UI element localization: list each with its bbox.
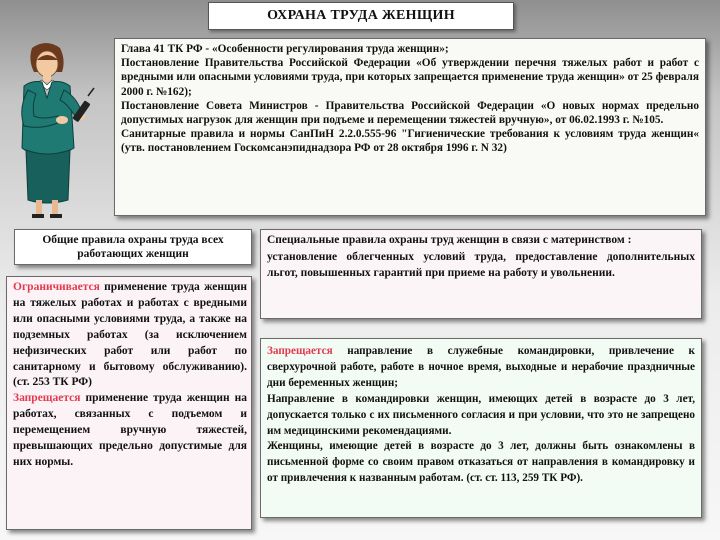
general-rule-paragraph — [13, 391, 247, 471]
prohibitions-box — [260, 338, 702, 518]
legal-basis-line: Постановление Правительства Российской Федерации «Об утверждении перечня тяжелых работ и работ с вредными или опасными условиями труда, при которых запрещается применение труда женщин» от 25 февраля 2000 г. №162); — [121, 57, 699, 98]
general-rule-paragraph — [13, 280, 247, 391]
legal-basis-line: Постановление Совета Министров - Правительства Российской Федерации «О новых нормах предельно допустимых нагрузок для женщин при подъеме и перемещении тяжестей вручную», от 06.02.1993 г. №105. — [121, 99, 699, 127]
accent-word: Запрещается — [267, 345, 333, 357]
prohibition-paragraph — [267, 344, 695, 392]
woman-with-phone-icon — [2, 38, 110, 220]
paragraph-text: направление в служебные командировки, привлечение к сверхурочной работе, работе в ночное время, выходные и нерабочие праздничные дни беременных женщин; — [267, 345, 695, 389]
general-rules-box — [6, 276, 252, 530]
legal-basis-line: Санитарные правила и нормы СанПиН 2.2.0.555-96 "Гигиенические требования к условиям труда женщин« (утв. постановлением Госкомсанэпиднадзора РФ от 28 октября 1996 г. N 32) — [121, 128, 699, 155]
page-title: ОХРАНА ТРУДА ЖЕНЩИН — [208, 2, 514, 30]
legal-basis-line: Глава 41 ТК РФ - «Особенности регулирования труда женщин»; — [121, 43, 449, 55]
maternity-rule-heading: Специальные правила охраны труд женщин в связи с материнством : — [267, 234, 632, 246]
general-rules-heading: Общие правила охраны труда всех работающих женщин — [14, 229, 252, 265]
maternity-rules-box — [260, 229, 702, 319]
accent-word: Ограничивается — [13, 281, 100, 293]
paragraph-text: применение труда женщин на тяжелых работах и работах с вредными или опасными условиями труда, а также на подземных работах (за исключением нефизических работ или работ по санитарному и бытовому обслуживанию). (ст. 253 ТК РФ) — [13, 281, 247, 389]
accent-word: Запрещается — [13, 392, 81, 405]
prohibition-paragraph: Женщины, имеющие детей в возрасте до 3 лет, должны быть ознакомлены в письменной форме со своим правом отказаться от направления в командировку и от привлечения к названным работам. (ст. ст. 113, 259 ТК РФ). — [267, 440, 695, 485]
paragraph-text: применение труда женщин на работах, связанных с подъемом и перемещением вручную тяжестей, превышающих предельно допустимые для них нормы. — [13, 392, 247, 468]
legal-basis-box — [114, 38, 706, 216]
prohibition-paragraph: Направление в командировки женщин, имеющих детей в возрасте до 3 лет, допускается только с их письменного согласия и при условии, что это не запрещено им медицинскими рекомендациями. — [267, 392, 695, 437]
maternity-rule-text: установление облегченных условий труда, предоставление дополнительных льгот, повышенных гарантий при приеме на работу и увольнении. — [267, 250, 695, 280]
